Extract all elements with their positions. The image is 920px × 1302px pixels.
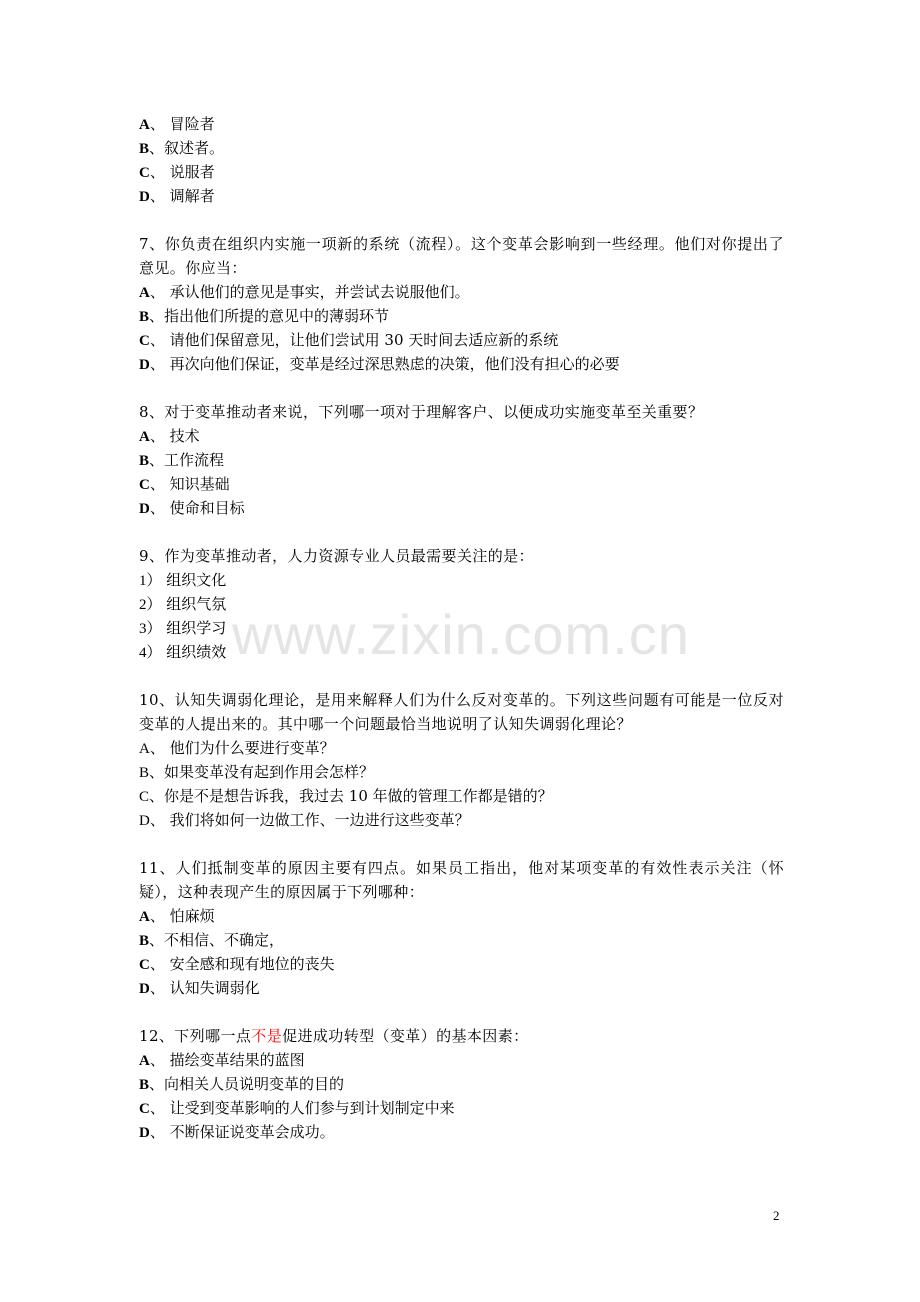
option-text: 让受到变革影响的人们参与到计划制定中来 bbox=[169, 1099, 455, 1117]
option-c bbox=[139, 160, 784, 184]
option-text: 不相信、不确定， bbox=[164, 931, 285, 949]
option-text: 再次向他们保证，变革是经过深思熟虑的决策，他们没有担心的必要 bbox=[169, 355, 620, 373]
option-a bbox=[139, 1048, 784, 1072]
option-letter: C bbox=[139, 477, 150, 493]
option-letter: C bbox=[139, 333, 150, 349]
option-a bbox=[139, 736, 784, 760]
option-letter: A bbox=[139, 1053, 150, 1069]
option-sep: 、 bbox=[149, 163, 170, 181]
option-text: 冒险者 bbox=[169, 115, 215, 133]
option-letter: B bbox=[139, 453, 150, 469]
option-sep: 、 bbox=[149, 307, 165, 325]
question-text: 11、人们抵制变革的原因主要有四点。如果员工指出，他对某项变革的有效性表示关注（怀疑），这种表现产生的原因属于下列哪种： bbox=[139, 859, 784, 901]
option-sep: 、 bbox=[149, 115, 170, 133]
option-letter: 2） bbox=[139, 597, 162, 613]
option-sep: 、 bbox=[149, 1099, 170, 1117]
option-b bbox=[139, 448, 784, 472]
option-sep: 、 bbox=[149, 451, 165, 469]
question-emphasis: 不是 bbox=[251, 1027, 283, 1045]
option-c bbox=[139, 952, 784, 976]
option-c bbox=[139, 1096, 784, 1120]
option-sep: 、 bbox=[149, 1075, 165, 1093]
option-text: 组织气氛 bbox=[166, 595, 227, 613]
question-text-after: 促进成功转型（变革）的基本因素： bbox=[282, 1027, 529, 1045]
option-text: 请他们保留意见，让他们尝试用 30 天时间去适应新的系统 bbox=[169, 331, 559, 349]
option-text: 工作流程 bbox=[164, 451, 225, 469]
option-sep: 、 bbox=[149, 499, 170, 517]
option-text: 如果变革没有起到作用会怎样？ bbox=[164, 763, 375, 781]
option-d bbox=[139, 1120, 784, 1144]
question-text-before: 12、下列哪一点 bbox=[139, 1027, 252, 1045]
option-text: 他们为什么要进行变革？ bbox=[169, 739, 335, 757]
option-sep: 、 bbox=[149, 139, 165, 157]
option-d bbox=[139, 808, 784, 832]
option-letter: A bbox=[139, 117, 150, 133]
option-b bbox=[139, 304, 784, 328]
option-letter: B bbox=[139, 309, 150, 325]
option-text: 调解者 bbox=[169, 187, 215, 205]
option-letter: A bbox=[139, 429, 150, 445]
option-b bbox=[139, 136, 784, 160]
option-a bbox=[139, 904, 784, 928]
option-letter: A bbox=[139, 909, 150, 925]
q6-options bbox=[139, 112, 784, 208]
question-text: 7、你负责在组织内实施一项新的系统（流程）。这个变革会影响到一些经理。他们对你提出了意见。你应当： bbox=[139, 235, 784, 277]
option-text: 组织学习 bbox=[166, 619, 227, 637]
watermark: www.zixin.com.cn bbox=[232, 603, 690, 666]
question-8 bbox=[139, 400, 784, 520]
option-a bbox=[139, 112, 784, 136]
option-letter: B bbox=[139, 1077, 150, 1093]
option-letter: D bbox=[139, 357, 150, 373]
option-d bbox=[139, 976, 784, 1000]
option-letter: D bbox=[139, 813, 150, 829]
question-text: 9、作为变革推动者，人力资源专业人员最需要关注的是： bbox=[139, 547, 534, 565]
option-sep: 、 bbox=[149, 979, 170, 997]
question-text: 10、认知失调弱化理论，是用来解释人们为什么反对变革的。下列这些问题有可能是一位反对变革的人提出来的。其中哪一个问题最恰当地说明了认知失调弱化理论？ bbox=[139, 691, 784, 733]
option-sep: 、 bbox=[149, 907, 170, 925]
option-sep: 、 bbox=[149, 1123, 170, 1141]
question-text: 8、对于变革推动者来说，下列哪一项对于理解客户、以便成功实施变革至关重要？ bbox=[139, 403, 704, 421]
option-letter: A bbox=[139, 741, 150, 757]
option-letter: C bbox=[139, 1101, 150, 1117]
option-letter: C bbox=[139, 789, 150, 805]
option-letter: 1） bbox=[139, 573, 162, 589]
option-sep: 、 bbox=[149, 811, 170, 829]
option-text: 组织绩效 bbox=[166, 643, 227, 661]
option-letter: D bbox=[139, 501, 150, 517]
option-b bbox=[139, 1072, 784, 1096]
question-10 bbox=[139, 688, 784, 832]
option-text: 组织文化 bbox=[166, 571, 227, 589]
option-text: 知识基础 bbox=[169, 475, 230, 493]
option-1 bbox=[139, 568, 784, 592]
option-c bbox=[139, 472, 784, 496]
question-text bbox=[139, 1024, 784, 1048]
option-text: 承认他们的意见是事实，并尝试去说服他们。 bbox=[169, 283, 470, 301]
option-a bbox=[139, 280, 784, 304]
option-letter: D bbox=[139, 981, 150, 997]
option-sep: 、 bbox=[149, 763, 165, 781]
option-text: 安全感和现有地位的丧失 bbox=[169, 955, 335, 973]
option-text: 怕麻烦 bbox=[169, 907, 215, 925]
option-text: 描绘变革结果的蓝图 bbox=[169, 1051, 305, 1069]
option-sep: 、 bbox=[149, 187, 170, 205]
option-text: 指出他们所提的意见中的薄弱环节 bbox=[164, 307, 390, 325]
option-letter: D bbox=[139, 1125, 150, 1141]
question-12 bbox=[139, 1024, 784, 1144]
option-c bbox=[139, 784, 784, 808]
option-sep: 、 bbox=[149, 427, 170, 445]
option-d bbox=[139, 496, 784, 520]
question-11 bbox=[139, 856, 784, 1000]
option-b bbox=[139, 760, 784, 784]
option-letter: 3） bbox=[139, 621, 162, 637]
option-text: 我们将如何一边做工作、一边进行这些变革？ bbox=[169, 811, 470, 829]
option-sep: 、 bbox=[149, 931, 165, 949]
page-number: 2 bbox=[773, 1208, 780, 1223]
option-letter: B bbox=[139, 933, 150, 949]
option-a bbox=[139, 424, 784, 448]
option-text: 说服者 bbox=[169, 163, 215, 181]
option-text: 认知失调弱化 bbox=[169, 979, 260, 997]
option-text: 你是不是想告诉我，我过去 10 年做的管理工作都是错的？ bbox=[164, 787, 553, 805]
option-b bbox=[139, 928, 784, 952]
option-letter: A bbox=[139, 285, 150, 301]
option-letter: C bbox=[139, 165, 150, 181]
option-d bbox=[139, 352, 784, 376]
option-text: 使命和目标 bbox=[169, 499, 245, 517]
option-text: 技术 bbox=[169, 427, 200, 445]
option-letter: 4） bbox=[139, 645, 162, 661]
option-text: 向相关人员说明变革的目的 bbox=[164, 1075, 345, 1093]
question-7 bbox=[139, 232, 784, 376]
option-letter: C bbox=[139, 957, 150, 973]
option-letter: D bbox=[139, 189, 150, 205]
option-d bbox=[139, 184, 784, 208]
option-sep: 、 bbox=[149, 331, 170, 349]
option-text: 不断保证说变革会成功。 bbox=[169, 1123, 335, 1141]
option-text: 叙述者。 bbox=[164, 139, 225, 157]
option-sep: 、 bbox=[149, 787, 165, 805]
option-letter: B bbox=[139, 141, 150, 157]
option-sep: 、 bbox=[149, 739, 170, 757]
option-sep: 、 bbox=[149, 1051, 170, 1069]
option-sep: 、 bbox=[149, 283, 170, 301]
option-sep: 、 bbox=[149, 955, 170, 973]
option-sep: 、 bbox=[149, 355, 170, 373]
option-letter: B bbox=[139, 765, 150, 781]
option-sep: 、 bbox=[149, 475, 170, 493]
option-c bbox=[139, 328, 784, 352]
